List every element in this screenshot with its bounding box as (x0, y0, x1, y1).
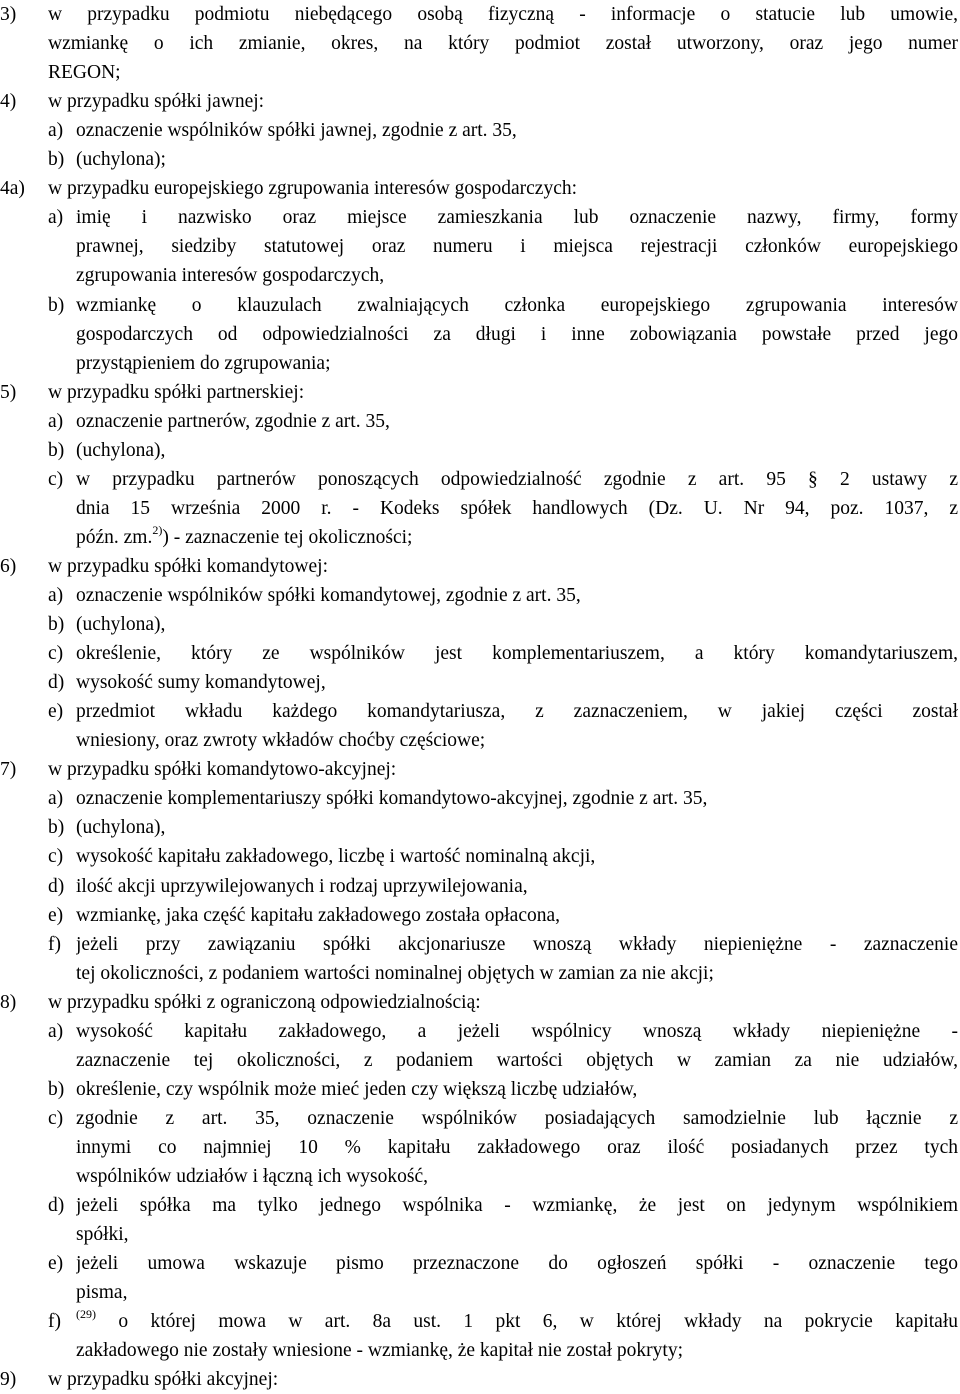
item-text-body: pisma, (76, 1282, 128, 1304)
document-line (0, 552, 960, 581)
item-text (76, 901, 560, 930)
document-line (0, 407, 960, 436)
item-text-body: w przypadku europejskiego zgrupowania interesów gospodarczych: (48, 178, 578, 200)
item-text-body: jeżeli przy zawiązaniu spółki akcjonariusze wnoszą wkłady niepieniężne - zaznaczenie (76, 933, 958, 955)
item-text (76, 523, 412, 552)
item-text (48, 755, 396, 784)
item-text (76, 1249, 958, 1278)
item-label: c) (48, 468, 64, 490)
item-text (76, 1133, 958, 1162)
item-text-body: przedmiot wkładu każdego komandytariusza, z zaznaczeniem, w jakiej części został (76, 701, 958, 723)
item-text (76, 291, 958, 320)
item-text-body: oznaczenie wspólników spółki jawnej, zgodnie z art. 35, (76, 120, 517, 142)
item-text (48, 174, 577, 203)
item-text (76, 407, 390, 436)
item-text (76, 726, 485, 755)
item-text (48, 87, 264, 116)
footnote-ref: 2) (152, 522, 163, 537)
item-text-body: wysokość sumy komandytowej, (76, 672, 326, 694)
item-text-body: wzmiankę, jaka część kapitału zakładowego została opłacona, (76, 904, 561, 926)
item-text (76, 813, 165, 842)
item-text-body: tej okoliczności, z podaniem wartości nominalnej objętych w zamian za nie akcji; (76, 962, 714, 984)
item-text (76, 639, 958, 668)
item-text-body: określenie, który ze wspólników jest komplementariuszem, a który komandytariuszem, (76, 643, 958, 665)
document-line (0, 261, 960, 290)
item-text-body: w przypadku partnerów ponoszących odpowiedzialność zgodnie z art. 95 § 2 ustawy z (76, 468, 958, 490)
item-label: e) (48, 1253, 64, 1275)
item-label: f) (48, 933, 61, 955)
item-text-body: wysokość kapitału zakładowego, liczbę i wartość nominalną akcji, (76, 846, 596, 868)
document-line (0, 726, 960, 755)
document-line (0, 1046, 960, 1075)
document-line (0, 1307, 960, 1336)
item-text (76, 320, 958, 349)
item-label: d) (48, 1195, 65, 1217)
item-text-body: wysokość kapitału zakładowego, a jeżeli wspólnicy wnoszą wkłady niepieniężne - (76, 1020, 958, 1042)
item-text (48, 58, 121, 87)
document-line (0, 1162, 960, 1191)
document-line (0, 784, 960, 813)
document-line (0, 755, 960, 784)
item-label: 7) (0, 759, 17, 781)
document-line (0, 291, 960, 320)
item-text-body: spółki, (76, 1224, 129, 1246)
item-label: c) (48, 846, 64, 868)
document-line (0, 0, 960, 29)
document-line (0, 1278, 960, 1307)
item-text-body: (uchylona), (76, 614, 166, 636)
document-line (0, 320, 960, 349)
document-line (0, 959, 960, 988)
item-text-body: dnia 15 września 2000 r. - Kodeks spółek handlowych (Dz. U. Nr 94, poz. 1037, z (76, 497, 958, 519)
item-text-body: w przypadku spółki z ograniczoną odpowiedzialnością: (48, 991, 481, 1013)
item-label: a) (48, 585, 64, 606)
item-text (76, 842, 595, 871)
item-label: 6) (0, 555, 17, 577)
item-text-body: REGON; (48, 62, 121, 84)
item-text (76, 1017, 958, 1046)
item-text-body: imię i nazwisko oraz miejsce zamieszkania lub oznaczenie nazwy, firmy, formy (76, 207, 958, 229)
document-line (0, 639, 960, 668)
item-text (76, 436, 165, 465)
item-text-body: w przypadku spółki komandytowej: (48, 555, 328, 577)
item-text (76, 465, 958, 494)
item-label: 8) (0, 991, 17, 1013)
item-label: b) (48, 817, 65, 839)
item-text (76, 261, 384, 290)
item-text-body: (uchylona); (76, 149, 166, 171)
item-text (76, 1220, 129, 1249)
item-text (76, 930, 958, 959)
item-text-body: innymi co najmniej 10 % kapitału zakładowego oraz ilość posiadanych przez tych (76, 1136, 958, 1158)
item-text (76, 668, 326, 697)
item-text (76, 1046, 958, 1075)
item-text-body: ilość akcji uprzywilejowanych i rodzaj uprzywilejowania, (76, 875, 528, 897)
item-label: b) (48, 1078, 65, 1100)
item-text-body: oznaczenie wspólników spółki komandytowej, zgodnie z art. 35, (76, 585, 581, 606)
item-text (76, 872, 528, 901)
document-line (0, 842, 960, 871)
item-text (48, 0, 958, 29)
document-line (0, 436, 960, 465)
item-text (76, 1307, 958, 1336)
item-label: d) (48, 875, 65, 897)
item-label: a) (48, 788, 64, 810)
item-text-body: zgodnie z art. 35, oznaczenie wspólników posiadających samodzielnie lub łącznie z (76, 1107, 958, 1129)
item-label: c) (48, 643, 64, 665)
item-text-body: oznaczenie komplementariuszy spółki komandytowo-akcyjnej, zgodnie z art. 35, (76, 788, 708, 810)
item-text (76, 959, 714, 988)
item-label: b) (48, 149, 65, 171)
item-text-body: jeżeli spółka ma tylko jednego wspólnika - wzmiankę, że jest on jedynym wspólnikiem (76, 1195, 958, 1217)
document-line (0, 697, 960, 726)
document-line (0, 29, 960, 58)
item-text-body: wniesiony, oraz zwroty wkładów choćby częściowe; (76, 730, 486, 752)
item-text-body: wspólników udziałów i łączną ich wysokość, (76, 1166, 429, 1187)
item-label: 9) (0, 1369, 17, 1391)
item-text-body: gospodarczych od odpowiedzialności za długi i inne zobowiązania powstałe przed jego (76, 323, 958, 345)
item-text (76, 1075, 637, 1104)
document-line (0, 1133, 960, 1162)
item-text-body: określenie, czy wspólnik może mieć jeden czy większą liczbę udziałów, (76, 1078, 638, 1100)
document-line (0, 930, 960, 959)
item-label: a) (48, 120, 64, 142)
item-text (76, 1104, 958, 1133)
document-line (0, 349, 960, 378)
document-line (0, 1017, 960, 1046)
item-text (76, 1191, 958, 1220)
item-text (76, 581, 581, 610)
item-label: b) (48, 294, 65, 316)
document-line (0, 1365, 960, 1394)
document-line (0, 901, 960, 930)
item-text-body: zaznaczenie tej okoliczności, z podaniem wartości objętych w zamian za nie udziałów, (76, 1049, 958, 1071)
item-label: 4a) (0, 178, 25, 200)
item-text (76, 610, 165, 639)
document-line (0, 581, 960, 610)
item-text-body: zakładowego nie zostały wniesione - wzmiankę, że kapitał nie został pokryty; (76, 1340, 684, 1362)
item-label: b) (48, 614, 65, 636)
item-label: b) (48, 439, 65, 461)
item-text (48, 29, 958, 58)
document-line (0, 1336, 960, 1365)
item-label: 5) (0, 381, 17, 403)
item-text (76, 1336, 683, 1365)
item-text (76, 232, 958, 261)
item-text (48, 988, 481, 1017)
document-line (0, 872, 960, 901)
item-text (76, 349, 331, 378)
item-text (76, 1278, 127, 1307)
document-line (0, 1220, 960, 1249)
item-text-tail: ) - zaznaczenie tej okoliczności; (162, 526, 413, 548)
document-line (0, 87, 960, 116)
document-line (0, 465, 960, 494)
document-line (0, 232, 960, 261)
item-text-body: przystąpieniem do zgrupowania; (76, 352, 331, 374)
item-text-body: w przypadku spółki partnerskiej: (48, 381, 305, 403)
item-label: 3) (0, 4, 17, 25)
item-label: a) (48, 207, 64, 229)
item-text-body: oznaczenie partnerów, zgodnie z art. 35, (76, 410, 390, 432)
document-line (0, 1104, 960, 1133)
item-text-body: prawnej, siedziby statutowej oraz numeru i miejsca rejestracji członków europejskiego (76, 236, 958, 258)
document-line (0, 116, 960, 145)
item-text-body: późn. zm. (76, 526, 153, 548)
document-line (0, 378, 960, 407)
footnote-ref: (29) (76, 1307, 96, 1322)
item-text-body: (uchylona), (76, 439, 166, 461)
item-label: c) (48, 1107, 64, 1129)
item-text (48, 552, 328, 581)
item-text (76, 116, 517, 145)
document-line (0, 203, 960, 232)
item-label: a) (48, 410, 64, 432)
item-text (48, 378, 304, 407)
item-text (76, 784, 707, 813)
document-line (0, 813, 960, 842)
item-text-body: w przypadku spółki akcyjnej: (48, 1369, 279, 1391)
item-text-body: wzmiankę o klauzulach zwalniających członka europejskiego zgrupowania interesów (76, 294, 958, 316)
document-line (0, 174, 960, 203)
item-text-body: w przypadku spółki jawnej: (48, 91, 265, 113)
item-label: e) (48, 904, 64, 926)
document-line (0, 668, 960, 697)
document-line (0, 523, 960, 552)
document-line (0, 1191, 960, 1220)
item-text-body: w przypadku podmiotu niebędącego osobą fizyczną - informacje o statucie lub umowie, (48, 4, 958, 25)
item-label: f) (48, 1311, 61, 1333)
item-text-body: zgrupowania interesów gospodarczych, (76, 265, 385, 287)
document-line (0, 494, 960, 523)
item-text-body: wzmiankę o ich zmianie, okres, na który podmiot został utworzony, oraz jego numer (48, 33, 958, 55)
document-line (0, 1249, 960, 1278)
item-text (76, 1162, 428, 1191)
document-line (0, 1075, 960, 1104)
item-text (48, 1365, 278, 1394)
item-text (76, 145, 166, 174)
item-text-body: jeżeli umowa wskazuje pismo przeznaczone do ogłoszeń spółki - oznaczenie tego (76, 1253, 958, 1275)
item-label: d) (48, 672, 65, 694)
item-text (76, 697, 958, 726)
item-text-body: (uchylona), (76, 817, 166, 839)
item-text (76, 203, 958, 232)
document-line (0, 58, 960, 87)
document-line (0, 988, 960, 1017)
item-label: e) (48, 701, 64, 723)
item-label: a) (48, 1020, 64, 1042)
item-text-body: w przypadku spółki komandytowo-akcyjnej: (48, 759, 397, 781)
item-text (76, 494, 958, 523)
document-line (0, 610, 960, 639)
document-line (0, 145, 960, 174)
item-label: 4) (0, 91, 17, 113)
item-text-body: o której mowa w art. 8a ust. 1 pkt 6, w której wkłady na pokrycie kapitału (118, 1311, 958, 1333)
